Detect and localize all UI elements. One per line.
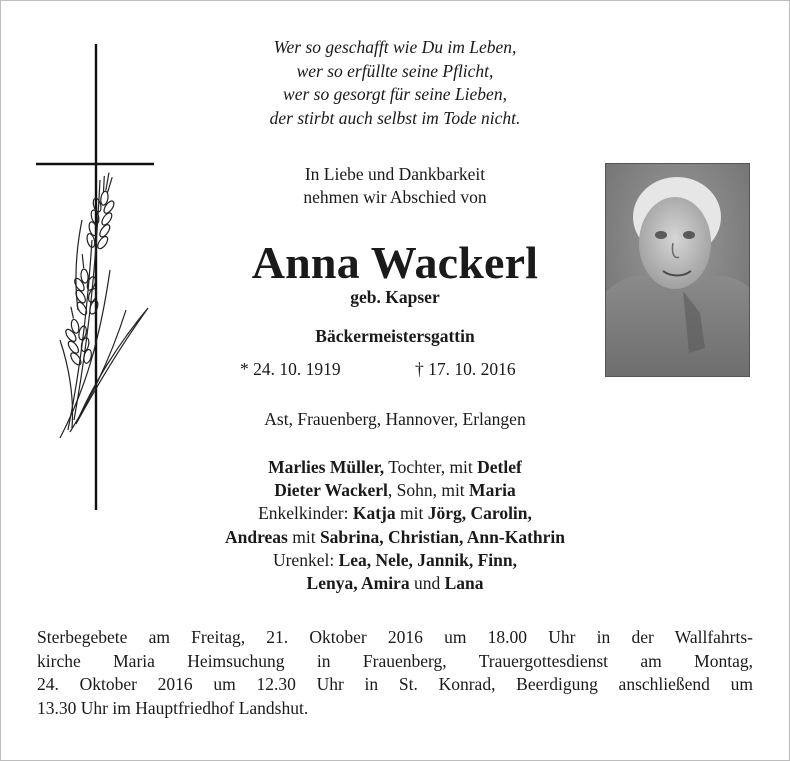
deceased-name: Anna Wackerl: [251, 237, 539, 288]
maiden-name: geb. Kapser: [350, 287, 440, 307]
intro-line: nehmen wir Abschied von: [303, 187, 487, 207]
mourner-name: Dieter Wackerl: [274, 480, 388, 501]
mourner-name: Lana: [444, 573, 484, 594]
family-places: Ast, Frauenberg, Hannover, Erlangen: [264, 409, 526, 429]
relation-text: und: [409, 573, 445, 594]
relation-text: , Sohn, mit: [387, 480, 470, 501]
notice-line: kirche Maria Heimsuchung in Frauenberg, Trauergottesdienst am Montag,: [37, 650, 753, 671]
death-date: † 17. 10. 2016: [415, 359, 516, 379]
mourner-name: Andreas: [224, 526, 288, 547]
mourner-line: [140, 479, 650, 502]
mourner-name: Maria: [469, 480, 516, 501]
mourner-name: Marlies Müller,: [268, 457, 385, 477]
poem-line: wer so gesorgt für seine Lieben,: [283, 84, 507, 104]
mourner-name: Katja: [352, 503, 396, 524]
mourner-name: Detlef: [477, 457, 522, 477]
relation-text: Urenkel:: [272, 549, 339, 570]
mourner-name: Jörg, Carolin,: [427, 503, 532, 524]
portrait-photo: [605, 163, 750, 377]
funeral-notice: [37, 626, 753, 720]
mourner-line: [140, 456, 650, 479]
poem-line: Wer so geschafft wie Du im Leben,: [273, 37, 517, 57]
cross-with-wheat-icon: [30, 40, 160, 520]
intro-line: In Liebe und Dankbarkeit: [304, 164, 486, 184]
notice-line: 24. Oktober 2016 um 12.30 Uhr in St. Konrad, Beerdigung anschließend um: [37, 674, 753, 694]
poem-line: der stirbt auch selbst im Tode nicht.: [269, 107, 521, 128]
mourner-line: [140, 502, 650, 525]
mourner-line: [140, 549, 650, 572]
notice-line: Sterbegebete am Freitag, 21. Oktober 2016 um 18.00 Uhr in der Wallfahrts-: [37, 627, 753, 647]
birth-date: * 24. 10. 1919: [240, 359, 341, 379]
poem-line: wer so erfüllte seine Pflicht,: [296, 60, 494, 81]
mourner-name: Sabrina, Christian, Ann-Kathrin: [319, 526, 566, 547]
relation-text: Enkelkinder:: [258, 503, 353, 524]
mourner-line: [140, 526, 650, 549]
relation-text: Tochter, mit: [384, 457, 478, 477]
profession: Bäckermeistersgattin: [315, 326, 475, 346]
notice-line: 13.30 Uhr im Hauptfriedhof Landshut.: [37, 697, 309, 718]
mourner-line: [140, 572, 650, 595]
mourner-name: Lenya, Amira: [306, 573, 410, 594]
mourner-name: Lea, Nele, Jannik, Finn,: [338, 549, 518, 570]
mourners-list: [140, 456, 650, 595]
relation-text: mit: [287, 526, 320, 547]
relation-text: mit: [395, 503, 428, 524]
farewell-intro: [200, 163, 590, 209]
memorial-poem: [200, 36, 590, 130]
